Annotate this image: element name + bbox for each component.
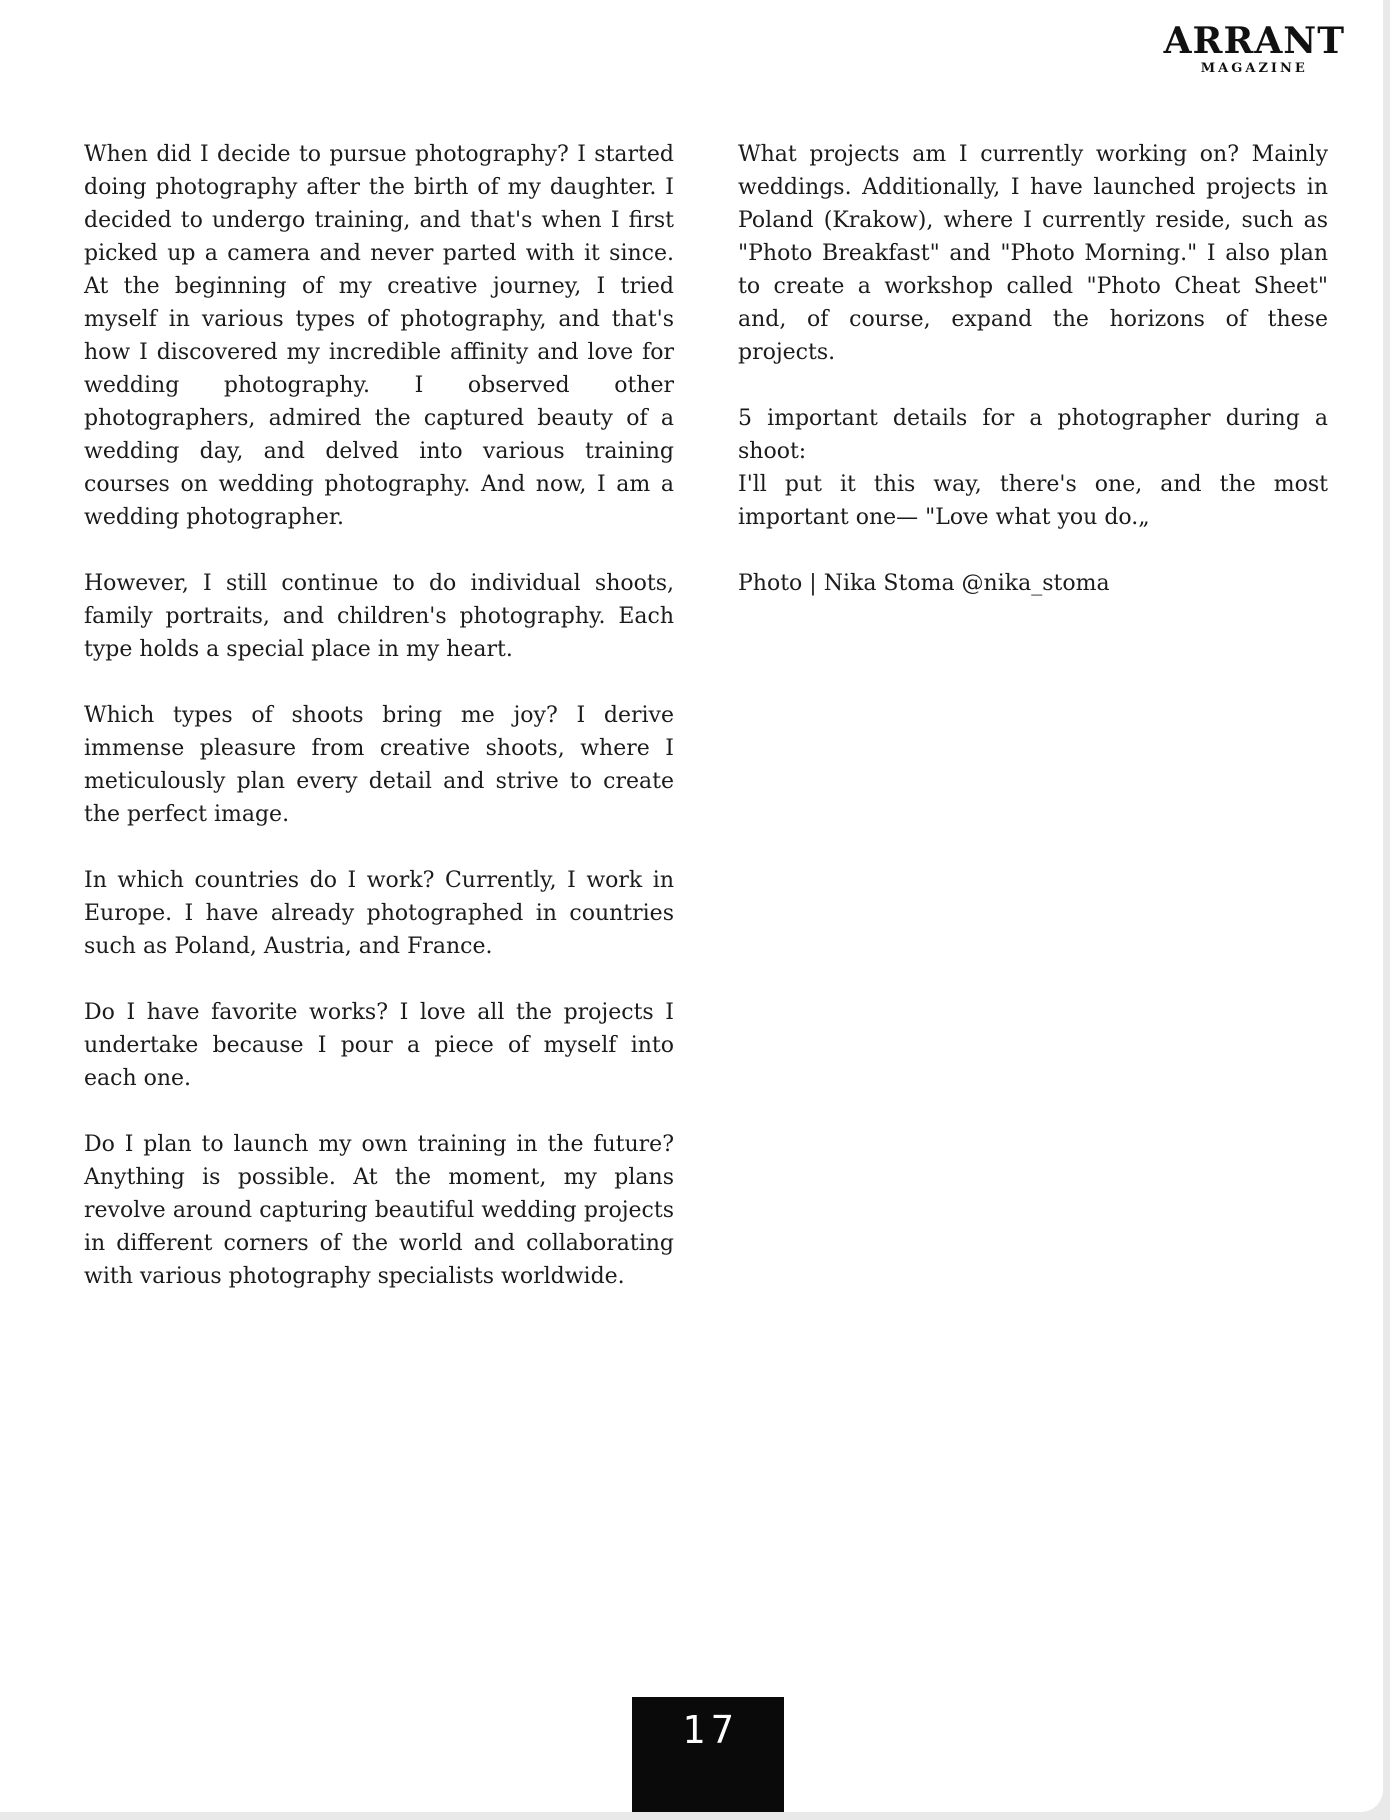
paragraph	[738, 567, 1328, 600]
paragraph	[84, 699, 674, 831]
article-body	[84, 138, 1328, 1326]
masthead	[1164, 22, 1345, 76]
paragraph	[84, 567, 674, 666]
paragraph-text: I'll put it this way, there's one, and the most important one— "Love what you do.„	[738, 472, 1328, 530]
page-number-box	[632, 1697, 784, 1812]
paragraph	[84, 864, 674, 963]
paragraph	[738, 138, 1328, 369]
paragraph	[84, 1128, 674, 1293]
paragraph-text: Photo | Nika Stoma @nika_stoma	[738, 571, 1110, 596]
page-number: 17	[682, 1708, 740, 1752]
paragraph-text: Do I plan to launch my own training in the future? Anything is possible. At the moment, my plans revolve around capturing beautiful wedding projects in different corners of the world and collaborating with various photography specialists worldwide.	[84, 1132, 674, 1289]
article-left-column	[84, 138, 674, 1326]
magazine-subtitle: MAGAZINE	[1200, 61, 1308, 76]
magazine-title: ARRANT	[1163, 20, 1345, 62]
paragraph-text: However, I still continue to do individual shoots, family portraits, and children's photography. Each type holds a special place in my heart.	[84, 571, 674, 662]
paragraph	[84, 138, 674, 534]
paragraph	[738, 402, 1328, 534]
paragraph-text: In which countries do I work? Currently, I work in Europe. I have already photographed in countries such as Poland, Austria, and France.	[84, 868, 674, 959]
paragraph-text: Do I have favorite works? I love all the projects I undertake because I pour a piece of myself into each one.	[84, 1000, 674, 1091]
paragraph-text: What projects am I currently working on? Mainly weddings. Additionally, I have launched projects in Poland (Krakow), where I currently reside, such as "Photo Breakfast" and "Photo Morning." I also plan to create a workshop called "Photo Cheat Sheet" and, of course, expand the horizons of these projects.	[738, 142, 1328, 365]
paragraph-text: Which types of shoots bring me joy? I derive immense pleasure from creative shoots, where I meticulously plan every detail and strive to create the perfect image.	[84, 703, 674, 827]
paragraph-text: When did I decide to pursue photography? I started doing photography after the birth of my daughter. I decided to undergo training, and that's when I first picked up a camera and never parted with it since. At the beginning of my creative journey, I tried myself in various types of photography, and that's how I discovered my incredible affinity and love for wedding photography. I observed other photographers, admired the captured beauty of a wedding day, and delved into various training courses on wedding photography. And now, I am a wedding photographer.	[84, 142, 674, 530]
paragraph	[84, 996, 674, 1095]
article-right-column	[738, 138, 1328, 1326]
paragraph-text: 5 important details for a photographer during a shoot:	[738, 406, 1328, 464]
